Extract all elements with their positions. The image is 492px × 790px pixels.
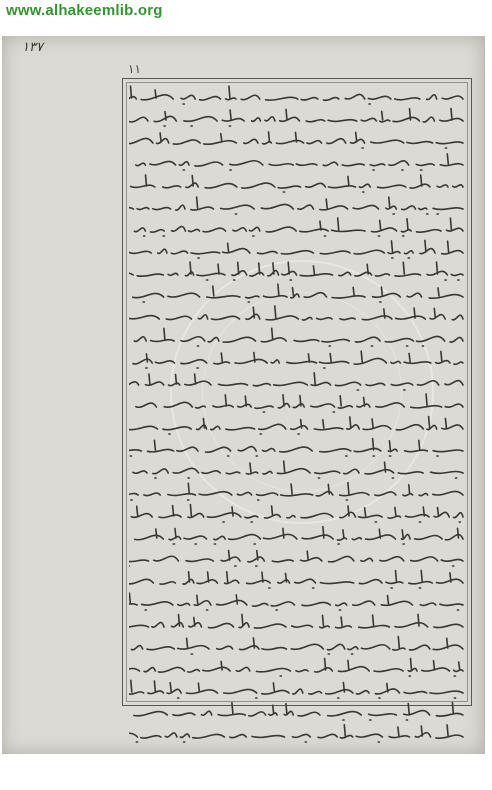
site-url[interactable]: www.alhakeemlib.org — [6, 2, 163, 19]
script-stroke — [129, 86, 463, 104]
script-stroke — [134, 328, 463, 346]
script-line — [129, 657, 465, 679]
script-stroke — [133, 351, 463, 368]
script-stroke — [129, 570, 463, 588]
script-line — [129, 635, 465, 657]
script-line — [129, 305, 465, 327]
script-line — [129, 327, 465, 349]
script-line — [129, 195, 465, 217]
script-line — [129, 129, 465, 151]
script-stroke — [135, 527, 463, 544]
script-line — [129, 415, 465, 437]
script-line — [129, 85, 465, 107]
script-line — [129, 107, 465, 129]
script-stroke — [130, 109, 463, 127]
script-stroke — [133, 284, 463, 302]
script-line — [129, 393, 465, 415]
script-stroke — [131, 505, 463, 523]
script-line — [129, 283, 465, 305]
script-stroke — [129, 197, 463, 214]
script-stroke — [131, 637, 463, 654]
script-stroke — [129, 417, 463, 435]
script-line — [129, 481, 465, 503]
script-line — [129, 437, 465, 459]
script-line — [129, 679, 465, 701]
handwritten-text-block — [129, 85, 465, 699]
script-stroke — [129, 240, 463, 258]
folio-mark: ١١ — [128, 62, 141, 76]
script-line — [129, 723, 465, 745]
script-stroke — [129, 593, 463, 610]
script-stroke — [129, 439, 463, 457]
script-line — [129, 349, 465, 371]
script-line — [129, 701, 465, 723]
script-stroke — [136, 394, 463, 412]
script-line — [129, 151, 465, 173]
bottom-margin — [0, 754, 492, 790]
script-line — [129, 371, 465, 393]
script-stroke — [136, 154, 463, 170]
script-line — [129, 459, 465, 481]
script-stroke — [129, 725, 463, 742]
script-line — [129, 591, 465, 613]
script-stroke — [129, 306, 463, 320]
script-stroke — [129, 483, 463, 500]
script-line — [129, 503, 465, 525]
script-stroke — [131, 175, 463, 192]
script-stroke — [134, 703, 463, 720]
script-stroke — [133, 461, 463, 478]
page-number: ١٣٧ — [22, 40, 43, 55]
script-line — [129, 613, 465, 635]
script-stroke — [129, 373, 463, 390]
script-stroke — [129, 551, 463, 567]
script-line — [129, 173, 465, 195]
script-line — [129, 547, 465, 569]
script-line — [129, 261, 465, 283]
script-line — [129, 239, 465, 261]
script-line — [129, 569, 465, 591]
script-stroke — [129, 680, 463, 698]
script-stroke — [134, 218, 463, 236]
script-stroke — [129, 262, 463, 280]
text-frame — [122, 78, 472, 706]
script-stroke — [129, 658, 463, 676]
script-line — [129, 525, 465, 547]
script-stroke — [129, 614, 463, 628]
script-line — [129, 217, 465, 239]
script-stroke — [129, 132, 463, 148]
